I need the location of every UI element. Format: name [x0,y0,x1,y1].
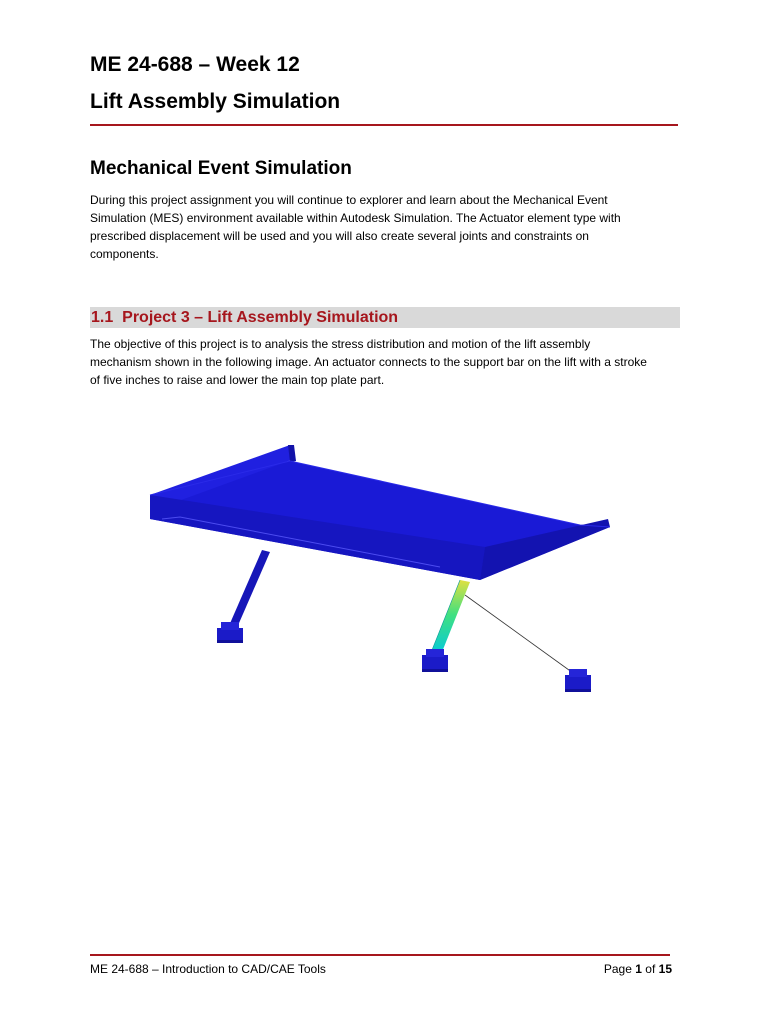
title-divider [90,124,678,126]
support-leg-left [228,550,270,630]
intro-line: prescribed displacement will be used and you will also create several joints and constraints on [90,229,589,243]
base-block-left [217,622,243,643]
base-block-middle [422,649,448,672]
actuator-cable [465,595,580,678]
subsection-heading [91,307,398,328]
page-label: Page [603,962,632,976]
course-week-title: ME 24-688 – Week 12 [90,53,300,76]
footer-course: ME 24-688 – Introduction to CAD/CAE Tools [90,962,326,976]
objective-line: The objective of this project is to analysis the stress distribution and motion of the lift assembly [90,337,591,351]
section-heading: Mechanical Event Simulation [90,158,352,179]
objective-line: mechanism shown in the following image. An actuator connects to the support bar on the lift with a stroke [90,355,647,369]
support-bar-front [430,580,470,657]
intro-line: During this project assignment you will continue to explorer and learn about the Mechanical Event [90,193,608,207]
subsection-title: Project 3 – Lift Assembly Simulation [122,309,399,326]
subsection-number: 1.1 [91,309,114,326]
intro-line: components. [90,247,159,261]
page-current: 1 [635,962,642,976]
footer-divider [90,954,670,956]
page-total: 15 [658,962,672,976]
intro-paragraph [90,191,682,263]
lift-assembly-image [140,435,620,705]
objective-line: of five inches to raise and lower the main top plate part. [90,373,385,387]
base-block-right [565,669,591,692]
objective-paragraph [90,335,682,389]
assignment-title: Lift Assembly Simulation [90,90,341,113]
page-of: of [645,962,656,976]
subsection-heading-bar [90,307,680,328]
footer-page-number [604,960,672,978]
intro-line: Simulation (MES) environment available within Autodesk Simulation. The Actuator element type with [90,211,621,225]
